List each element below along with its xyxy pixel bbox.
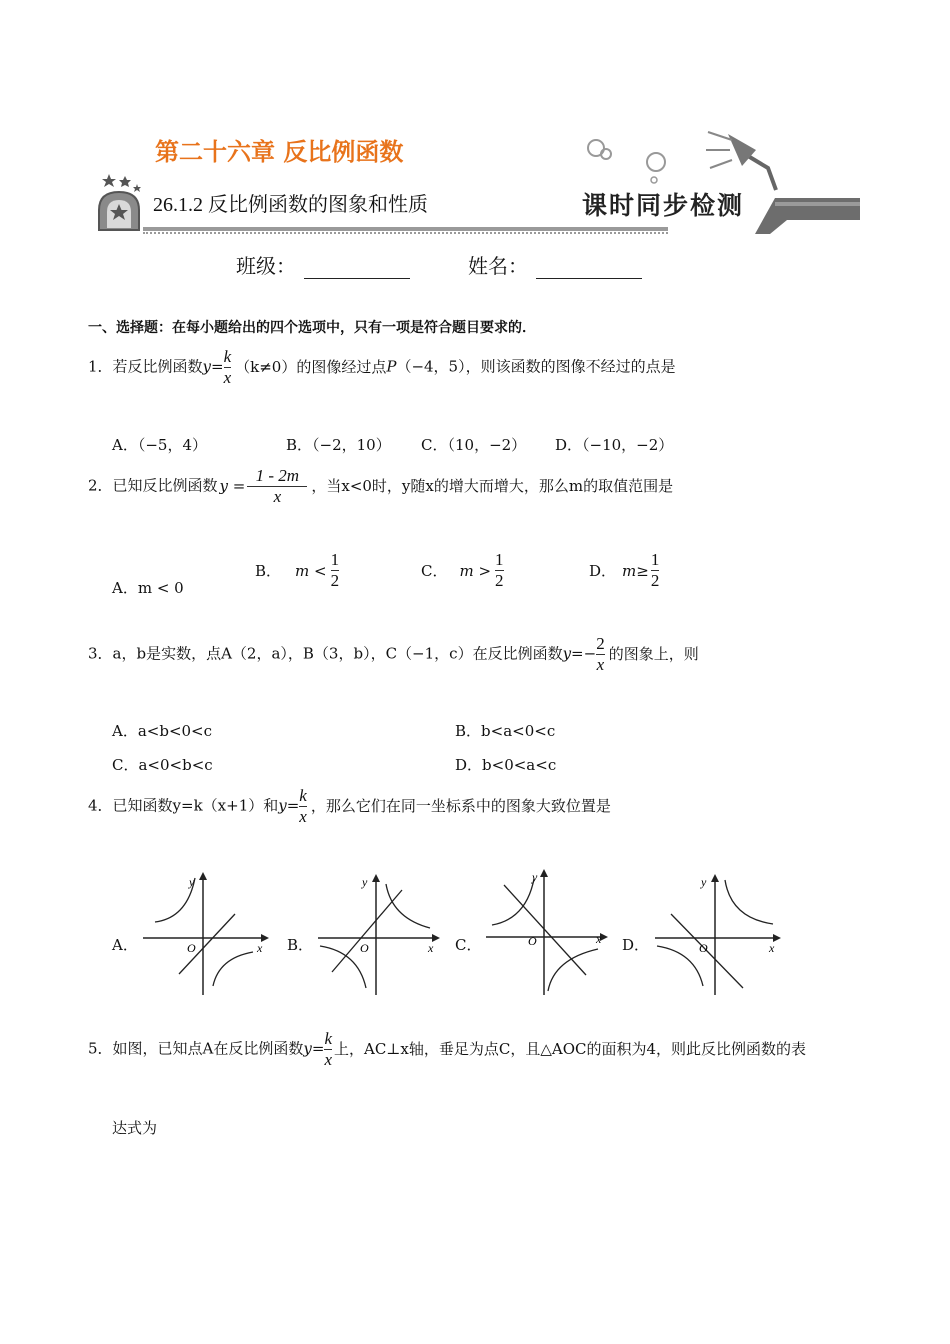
q2-option-c[interactable] (421, 551, 504, 590)
q1-option-d[interactable]: D．（−10，−2） (555, 436, 674, 454)
q5-continuation: 达式为 (112, 1119, 158, 1137)
q1-lead: 1．若反比例函数 (88, 357, 203, 376)
q1-option-c[interactable]: C．（10，−2） (421, 436, 527, 454)
q2-d-den: 2 (650, 571, 660, 590)
q4-tail: ，那么它们在同一坐标系中的图象大致位置是 (310, 796, 611, 815)
q4-option-c[interactable]: C． (455, 936, 482, 954)
q4-c-origin: O (528, 934, 537, 948)
q2-option-b[interactable] (255, 551, 339, 590)
q1-fraction (224, 348, 232, 387)
q1-option-a[interactable]: A．（−5，4） (112, 436, 207, 454)
q4-b-x-label: x (428, 941, 434, 955)
q4-fraction (299, 787, 307, 826)
q1-p: P (386, 357, 397, 376)
q2-c-den: 2 (495, 571, 504, 590)
section-title: 26.1.2 反比例函数的图象和性质 (153, 194, 428, 216)
section-heading: 一、选择题：在每小题给出的四个选项中，只有一项是符合题目要求的． (88, 320, 536, 336)
question-2 (88, 467, 673, 506)
q4-graph-d (655, 870, 785, 995)
chapter-title: 第二十六章 反比例函数 (155, 138, 404, 166)
q3-fraction (596, 635, 605, 674)
question-4 (88, 787, 611, 826)
q2-d-fraction (651, 551, 660, 590)
name-label: 姓名： (468, 256, 528, 278)
q2-option-d[interactable] (589, 551, 659, 590)
q1-frac-num: k (223, 347, 232, 366)
question-3 (88, 635, 699, 674)
q4-d-origin: O (699, 941, 708, 955)
q5-frac-num: k (324, 1029, 332, 1048)
q2-d-rel: m≥ (622, 561, 649, 580)
q5-frac-den: x (324, 1050, 332, 1069)
q4-b-y-label: y (362, 875, 368, 889)
q4-a-origin: O (187, 941, 196, 955)
q2-c-fraction (495, 551, 504, 590)
question-1 (88, 348, 676, 387)
q2-frac-den: x (273, 487, 282, 506)
q1-y: y= (202, 357, 224, 376)
q2-frac-num: 1 - 2m (255, 466, 300, 485)
q3-frac-num: 2 (596, 634, 605, 653)
q2-c-label: C． (421, 562, 448, 580)
q2-d-label: D． (589, 562, 617, 580)
q1-option-b[interactable]: B．（−2，10） (286, 436, 391, 454)
q3-option-c[interactable]: C．a<0<b<c (112, 756, 213, 774)
q4-graph-c (486, 865, 616, 995)
q2-d-num: 1 (650, 550, 660, 569)
q1-frac-den: x (223, 368, 232, 387)
class-blank[interactable] (304, 258, 410, 279)
q5-lead: 5．如图，已知点A在反比例函数 (88, 1039, 304, 1058)
q2-lead: 2．已知反比例函数 (88, 476, 218, 495)
q4-frac-num: k (299, 786, 307, 805)
q1-cond: （k≠0）的图像经过点 (235, 357, 387, 376)
q4-y: y= (278, 796, 300, 815)
q3-option-a[interactable]: A．a<b<0<c (112, 722, 213, 740)
q2-c-num: 1 (495, 550, 504, 569)
q4-frac-den: x (299, 807, 307, 826)
q3-option-b[interactable]: B．b<a<0<c (455, 722, 556, 740)
q3-option-d[interactable]: D．b<0<a<c (455, 756, 557, 774)
q5-tail: 上，AC⊥x轴，垂足为点C，且△AOC的面积为4，则此反比例函数的表 (333, 1039, 807, 1058)
q3-lead: 3．a，b是实数，点A（2，a），B（3，b），C（−1，c）在反比例函数 (88, 644, 563, 663)
q4-graph-a (143, 870, 273, 995)
q5-y: y= (303, 1039, 325, 1058)
q2-option-a[interactable]: A．m < 0 (112, 579, 184, 597)
q2-b-label: B． (255, 562, 282, 580)
star-badge-icon (95, 170, 155, 232)
q2-fraction (247, 467, 307, 506)
q3-frac-den: x (596, 655, 605, 674)
q4-graph-b (318, 870, 448, 995)
q4-c-y-label: y (532, 870, 538, 884)
q4-a-x-label: x (257, 941, 263, 955)
q1-point: （−4，5），则该函数的图像不经过的点是 (396, 357, 676, 376)
q2-y: y = (219, 476, 246, 495)
header-banner (95, 110, 860, 235)
q4-d-y-label: y (701, 875, 707, 889)
name-field (468, 250, 642, 279)
name-blank[interactable] (536, 258, 642, 279)
q2-tail: ，当x<0时，y随x的增大而增大，那么m的取值范围是 (311, 476, 674, 495)
q4-option-b[interactable]: B． (287, 936, 314, 954)
class-label: 班级： (236, 256, 296, 278)
q4-c-x-label: x (596, 932, 602, 946)
q2-b-rel: m < (295, 561, 327, 580)
q4-lead: 4．已知函数y=k（x+1）和 (88, 796, 279, 815)
q3-tail: 的图象上，则 (608, 644, 699, 663)
q2-b-num: 1 (330, 550, 340, 569)
q2-b-fraction (331, 551, 340, 590)
q4-option-d[interactable]: D． (622, 936, 650, 954)
q2-c-rel: m > (459, 561, 492, 580)
badge-text: 课时同步检测 (582, 193, 745, 220)
q4-option-a[interactable]: A． (112, 936, 138, 954)
q2-b-den: 2 (330, 571, 340, 590)
question-5 (88, 1030, 806, 1069)
q4-b-origin: O (360, 941, 369, 955)
q4-d-x-label: x (769, 941, 775, 955)
q5-fraction (324, 1030, 332, 1069)
class-field (236, 250, 410, 279)
q3-y: y=− (562, 644, 597, 663)
q4-a-y-label: y (189, 875, 195, 889)
